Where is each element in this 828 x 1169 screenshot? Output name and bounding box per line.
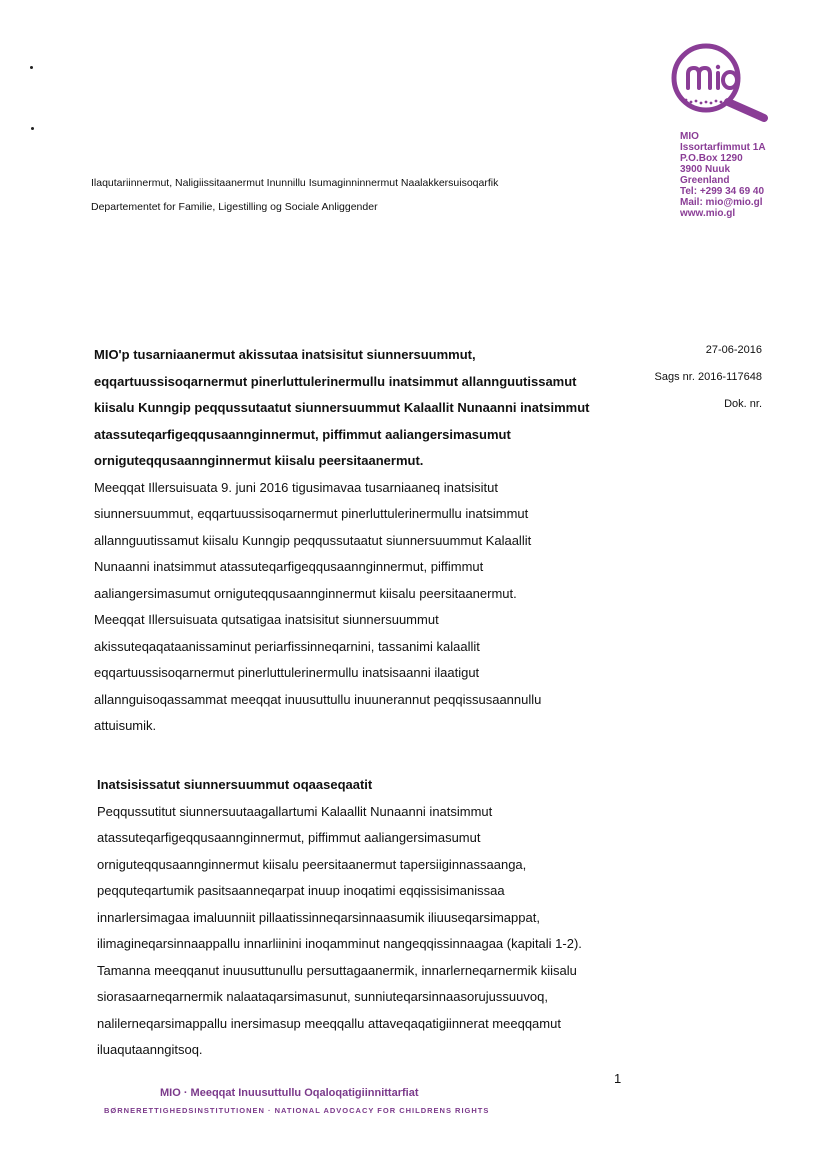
sender-line: Issortarfimmut 1A: [680, 142, 766, 153]
paragraph-line: eqqartuussisoqarnermut pinerluttulerinermullu inatsisaanni ilaatigut: [94, 665, 480, 680]
magnifier-logo-icon: [666, 40, 776, 130]
sender-line: MIO: [680, 131, 699, 142]
title-line: eqqartuussisoqarnermut pinerluttulerinermullu inatsimmut allannguutissamut: [94, 373, 577, 389]
section-heading: Inatsisissatut siunnersuummut oqaaseqaatit: [97, 777, 373, 792]
paragraph-line: orniguteqqusaannginnermut kiisalu peersitaanermut tapersiiginnassaanga,: [97, 856, 527, 872]
scan-mark: [30, 66, 33, 69]
sender-line: 3900 Nuuk: [680, 164, 731, 175]
sender-line: P.O.Box 1290: [680, 153, 743, 164]
paragraph-line: ilimagineqarsinnaappallu innarliinini inoqamminut nangeqqissinnaagaa (kapitali 1-2).: [97, 936, 582, 951]
document-number: Dok. nr.: [724, 398, 762, 410]
paragraph-1: [94, 475, 654, 608]
recipient-line-2: Departementet for Familie, Ligestilling og Sociale Anliggender: [91, 201, 378, 213]
section-paragraph: [97, 799, 657, 1064]
title-line: kiisalu Kunngip peqqussutaatut siunnersuummut Kalaallit Nunaanni inatsimmut: [94, 400, 590, 415]
sender-address: [680, 131, 766, 219]
title-line: atassuteqarfigeqqusaannginnermut, piffimmut aaliangersimasumut: [94, 426, 511, 442]
sender-line: www.mio.gl: [680, 208, 736, 219]
paragraph-line: allannguisoqassammat meeqqat inuusuttullu inuunerannut peqqissusaannullu: [94, 691, 542, 707]
paragraph-line: aaliangersimasumut orniguteqqusaannginnermut kiisalu peersitaanermut.: [94, 585, 517, 601]
paragraph-line: siorasaarneqarnermik nalaataqarsimasunut, sunniuteqarsinnaasorujussuuvoq,: [97, 989, 548, 1004]
section-comments: [97, 772, 657, 1064]
paragraph-line: siunnersuummut, eqqartuussisoqarnermut pinerluttulerinermullu inatsimmut: [94, 506, 529, 521]
footer-tagline: BØRNERETTIGHEDSINSTITUTIONEN · NATIONAL ADVOCACY FOR CHILDRENS RIGHTS: [104, 1106, 490, 1115]
letter-body: [94, 342, 654, 740]
recipient-line-1: Ilaqutariinnermut, Naligiissitaanermut Inunnillu Isumaginninnermut Naalakkersuisoqarfik: [91, 177, 499, 189]
paragraph-line: Nunaanni inatsimmut atassuteqarfigeqqusaannginnermut, piffimmut: [94, 559, 484, 574]
paragraph-line: Tamanna meeqqanut inuusuttunullu persuttagaanermik, innarlerneqarnermik kiisalu: [97, 962, 577, 978]
paragraph-line: peqquteqartumik pasitsaanneqarpat inuup inoqatimi eqqissisimanissaa: [97, 883, 505, 898]
paragraph-line: Peqqussutitut siunnersuutaagallartumi Kalaallit Nunaanni inatsimmut: [97, 803, 493, 819]
footer-organisation: MIO · Meeqqat Inuusuttullu Oqaloqatigiinnittarfiat: [160, 1087, 419, 1099]
title-line: orniguteqqusaannginnermut kiisalu peersitaanermut.: [94, 453, 424, 468]
document-date: 27-06-2016: [705, 344, 762, 356]
paragraph-line: Meeqqat Illersuisuata 9. juni 2016 tigusimavaa tusarniaaneq inatsisitut: [94, 479, 498, 495]
paragraph-line: allannguutissamut kiisalu Kunngip peqqussutaatut siunnersuummut Kalaallit: [94, 532, 532, 548]
mio-logo: [666, 40, 776, 130]
paragraph-line: innarlersimagaa imaluunniit pillaatissinneqarsinnaasumik iliuuseqarsimappat,: [97, 909, 540, 925]
sender-line: Greenland: [680, 175, 730, 186]
title-line: MIO'p tusarniaanermut akissutaa inatsisitut siunnersuummut,: [94, 347, 476, 362]
paragraph-line: attuisumik.: [94, 718, 157, 733]
paragraph-line: nalilerneqarsimappallu inersimasup meeqqallu attaveqaqatigiinnerat meeqqamut: [97, 1015, 561, 1031]
paragraph-line: akissuteqaqataanissaminut periarfissinneqarnini, tassanimi kalaallit: [94, 638, 480, 654]
paragraph-line: Meeqqat Illersuisuata qutsatigaa inatsisitut siunnersuummut: [94, 612, 439, 627]
paragraph-line: atassuteqarfigeqqusaannginnermut, piffimmut aaliangersimasumut: [97, 830, 481, 845]
scan-mark: [31, 127, 34, 130]
sender-line: Mail: mio@mio.gl: [680, 197, 763, 208]
case-number: Sags nr. 2016-117648: [654, 371, 762, 383]
document-meta: [655, 343, 762, 424]
letter-title: [94, 342, 654, 475]
recipient-block: [91, 176, 498, 224]
paragraph-2: [94, 607, 654, 740]
sender-line: Tel: +299 34 69 40: [680, 186, 765, 197]
paragraph-line: iluaqutaanngitsoq.: [97, 1042, 203, 1057]
page-number: 1: [614, 1071, 622, 1086]
